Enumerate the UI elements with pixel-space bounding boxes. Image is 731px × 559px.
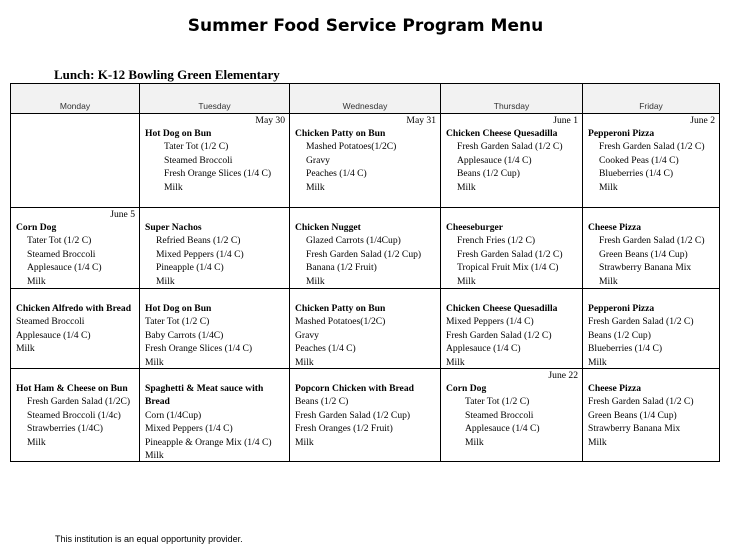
- menu-cell-wednesday: [290, 369, 441, 462]
- menu-cell-content: [290, 114, 440, 207]
- menu-side-item: Mixed Peppers (1/4 C): [156, 248, 244, 260]
- menu-side-item: Blueberries (1/4 C): [599, 168, 674, 180]
- menu-side-item: Milk: [588, 356, 607, 368]
- menu-side-item: Fresh Garden Salad (1/2 C): [599, 141, 705, 153]
- menu-cell-wednesday: [290, 208, 441, 289]
- menu-cell-wednesday: [290, 289, 441, 369]
- menu-side-item: Tropical Fruit Mix (1/4 C): [457, 262, 559, 274]
- menu-side-item: Milk: [145, 356, 164, 368]
- menu-cell-friday: [583, 289, 720, 369]
- menu-side-item: Fresh Garden Salad (1/2 C): [599, 235, 705, 247]
- menu-side-item: Mixed Peppers (1/4 C): [145, 423, 233, 435]
- menu-date: June 5: [110, 209, 135, 220]
- menu-side-item: Beans (1/2 Cup): [588, 329, 651, 341]
- menu-side-item: Beans (1/2 C): [295, 396, 349, 408]
- menu-cell-tuesday: [140, 208, 290, 289]
- menu-table: [10, 83, 720, 462]
- menu-date: June 2: [690, 115, 715, 126]
- menu-week-row: [11, 369, 720, 462]
- menu-entree: Corn Dog: [446, 383, 487, 394]
- menu-side-item: Peaches (1/4 C): [306, 168, 367, 180]
- menu-side-item: Applesauce (1/4 C): [457, 154, 532, 166]
- menu-side-item: Mashed Potatoes(1/2C): [295, 316, 386, 328]
- menu-cell-friday: [583, 369, 720, 462]
- day-header-monday: Monday: [11, 84, 140, 114]
- menu-side-item: Milk: [27, 436, 46, 448]
- menu-side-item: Tater Tot (1/2 C): [465, 396, 530, 408]
- menu-cell-content: [11, 369, 139, 461]
- menu-cell-content: [140, 369, 289, 461]
- menu-side-item: Milk: [295, 356, 314, 368]
- menu-cell-content: [583, 369, 719, 461]
- menu-side-item: Milk: [306, 181, 325, 193]
- day-header-row: [11, 84, 720, 114]
- menu-entree: Spaghetti & Meat sauce with Bread: [145, 383, 264, 408]
- menu-side-item: Corn (1/4Cup): [145, 409, 202, 421]
- menu-cell-friday: [583, 208, 720, 289]
- menu-cell-content: [583, 114, 719, 207]
- menu-entree: Hot Dog on Bun: [145, 303, 212, 314]
- menu-entree: Popcorn Chicken with Bread: [295, 383, 414, 394]
- menu-entree: Hot Ham & Cheese on Bun: [16, 383, 128, 394]
- menu-cell-tuesday: [140, 114, 290, 208]
- menu-side-item: Blueberries (1/4 C): [588, 343, 663, 355]
- menu-side-item: Strawberry Banana Mix: [588, 423, 681, 435]
- menu-cell-monday: [11, 369, 140, 462]
- menu-cell-thursday: [441, 289, 583, 369]
- menu-cell-thursday: [441, 114, 583, 208]
- menu-cell-thursday: [441, 369, 583, 462]
- menu-side-item: Milk: [599, 275, 618, 287]
- menu-side-item: Fresh Garden Salad (1/2 Cup): [306, 248, 422, 260]
- menu-entree: Super Nachos: [145, 222, 202, 233]
- menu-side-item: Strawberries (1/4C): [27, 423, 103, 435]
- menu-side-item: Milk: [446, 356, 465, 368]
- menu-side-item: Steamed Broccoli (1/4c): [27, 409, 121, 421]
- menu-side-item: Fresh Garden Salad (1/2C): [27, 396, 131, 408]
- menu-date: June 22: [548, 370, 578, 381]
- menu-cell-content: [583, 208, 719, 288]
- menu-side-item: Pineapple (1/4 C): [156, 262, 224, 274]
- menu-entree: Chicken Patty on Bun: [295, 128, 386, 139]
- menu-date: May 30: [255, 115, 285, 126]
- menu-entree: Chicken Alfredo with Bread: [16, 303, 132, 314]
- menu-cell-tuesday: [140, 289, 290, 369]
- menu-side-item: Green Beans (1/4 Cup): [588, 409, 677, 421]
- menu-side-item: Fresh Garden Salad (1/2 C): [588, 316, 694, 328]
- menu-side-item: Milk: [465, 436, 484, 448]
- menu-side-item: Cooked Peas (1/4 C): [599, 154, 679, 166]
- menu-side-item: Milk: [457, 275, 476, 287]
- menu-side-item: Banana (1/2 Fruit): [306, 262, 377, 274]
- menu-side-item: Milk: [457, 181, 476, 193]
- menu-cell-thursday: [441, 208, 583, 289]
- menu-side-item: Gravy: [306, 154, 330, 166]
- menu-date: June 1: [553, 115, 578, 126]
- menu-side-item: Milk: [164, 181, 183, 193]
- menu-entree: Hot Dog on Bun: [145, 128, 212, 139]
- menu-side-item: Fresh Oranges (1/2 Fruit): [295, 423, 393, 435]
- menu-cell-content: [441, 369, 582, 461]
- menu-side-item: Milk: [599, 181, 618, 193]
- day-header-tuesday: Tuesday: [140, 84, 290, 114]
- menu-side-item: Milk: [27, 275, 46, 287]
- menu-side-item: Applesauce (1/4 C): [16, 329, 91, 341]
- menu-side-item: Fresh Orange Slices (1/4 C): [145, 343, 253, 355]
- menu-cell-content: [290, 208, 440, 288]
- menu-side-item: Steamed Broccoli: [16, 316, 85, 328]
- menu-week-row: [11, 289, 720, 369]
- menu-side-item: Fresh Garden Salad (1/2 C): [588, 396, 694, 408]
- menu-side-item: Gravy: [295, 329, 319, 341]
- menu-side-item: Refried Beans (1/2 C): [156, 235, 241, 247]
- menu-side-item: Milk: [588, 436, 607, 448]
- menu-cell-content: [441, 208, 582, 288]
- menu-side-item: Fresh Garden Salad (1/2 Cup): [295, 409, 411, 421]
- menu-side-item: Steamed Broccoli: [27, 248, 96, 260]
- menu-side-item: Steamed Broccoli: [164, 154, 233, 166]
- menu-side-item: Applesauce (1/4 C): [27, 262, 102, 274]
- menu-side-item: Milk: [306, 275, 325, 287]
- menu-cell-monday: [11, 114, 140, 208]
- menu-side-item: Peaches (1/4 C): [295, 343, 356, 355]
- menu-subtitle: Lunch: K-12 Bowling Green Elementary: [54, 67, 280, 82]
- menu-side-item: Milk: [295, 436, 314, 448]
- menu-side-item: Tater Tot (1/2 C): [27, 235, 92, 247]
- menu-entree: Chicken Cheese Quesadilla: [446, 128, 558, 139]
- menu-cell-content: [290, 289, 440, 368]
- menu-cell-monday: [11, 289, 140, 369]
- menu-cell-tuesday: [140, 369, 290, 462]
- menu-cell-content: [11, 114, 139, 207]
- page-title: Summer Food Service Program Menu: [187, 16, 544, 36]
- menu-entree: Corn Dog: [16, 222, 57, 233]
- menu-side-item: Tater Tot (1/2 C): [164, 141, 229, 153]
- menu-cell-content: [441, 289, 582, 368]
- menu-side-item: Green Beans (1/4 Cup): [599, 248, 688, 260]
- menu-side-item: Baby Carrots (1/4C): [145, 329, 224, 341]
- menu-side-item: Steamed Broccoli: [465, 409, 534, 421]
- menu-side-item: Strawberry Banana Mix: [599, 262, 692, 274]
- menu-cell-content: [140, 289, 289, 368]
- menu-date: May 31: [406, 115, 436, 126]
- menu-week-row: [11, 208, 720, 289]
- day-header-thursday: Thursday: [441, 84, 583, 114]
- menu-side-item: Applesauce (1/4 C): [465, 423, 540, 435]
- menu-cell-content: [11, 208, 139, 288]
- menu-cell-monday: [11, 208, 140, 289]
- menu-entree: Chicken Patty on Bun: [295, 303, 386, 314]
- menu-side-item: Fresh Garden Salad (1/2 C): [457, 248, 563, 260]
- day-header-wednesday: Wednesday: [290, 84, 441, 114]
- menu-entree: Chicken Cheese Quesadilla: [446, 303, 558, 314]
- menu-side-item: Fresh Garden Salad (1/2 C): [446, 329, 552, 341]
- menu-side-item: Mashed Potatoes(1/2C): [306, 141, 397, 153]
- menu-side-item: Milk: [145, 450, 164, 461]
- day-header-friday: Friday: [583, 84, 720, 114]
- menu-side-item: Glazed Carrots (1/4Cup): [306, 235, 401, 247]
- menu-side-item: Pineapple & Orange Mix (1/4 C): [145, 436, 272, 448]
- menu-side-item: Milk: [156, 275, 175, 287]
- menu-cell-content: [583, 289, 719, 368]
- menu-side-item: Fresh Garden Salad (1/2 C): [457, 141, 563, 153]
- menu-entree: Cheese Pizza: [588, 383, 642, 394]
- menu-cell-content: [140, 208, 289, 288]
- menu-cell-content: [290, 369, 440, 461]
- menu-cell-friday: [583, 114, 720, 208]
- menu-entree: Pepperoni Pizza: [588, 303, 655, 314]
- menu-entree: Pepperoni Pizza: [588, 128, 655, 139]
- menu-entree: Chicken Nugget: [295, 222, 361, 233]
- menu-side-item: French Fries (1/2 C): [457, 235, 536, 247]
- menu-side-item: Mixed Peppers (1/4 C): [446, 316, 534, 328]
- menu-side-item: Applesauce (1/4 C): [446, 343, 521, 355]
- menu-week-row: [11, 114, 720, 208]
- menu-cell-content: [11, 289, 139, 368]
- menu-cell-content: [140, 114, 289, 207]
- menu-cell-content: [441, 114, 582, 207]
- menu-entree: Cheese Pizza: [588, 222, 642, 233]
- menu-side-item: Tater Tot (1/2 C): [145, 316, 210, 328]
- menu-entree: Cheeseburger: [446, 222, 504, 233]
- menu-side-item: Beans (1/2 Cup): [457, 168, 520, 180]
- menu-side-item: Milk: [16, 343, 35, 355]
- footer-note: This institution is an equal opportunity provider.: [55, 534, 243, 544]
- menu-side-item: Fresh Orange Slices (1/4 C): [164, 168, 272, 180]
- menu-cell-wednesday: [290, 114, 441, 208]
